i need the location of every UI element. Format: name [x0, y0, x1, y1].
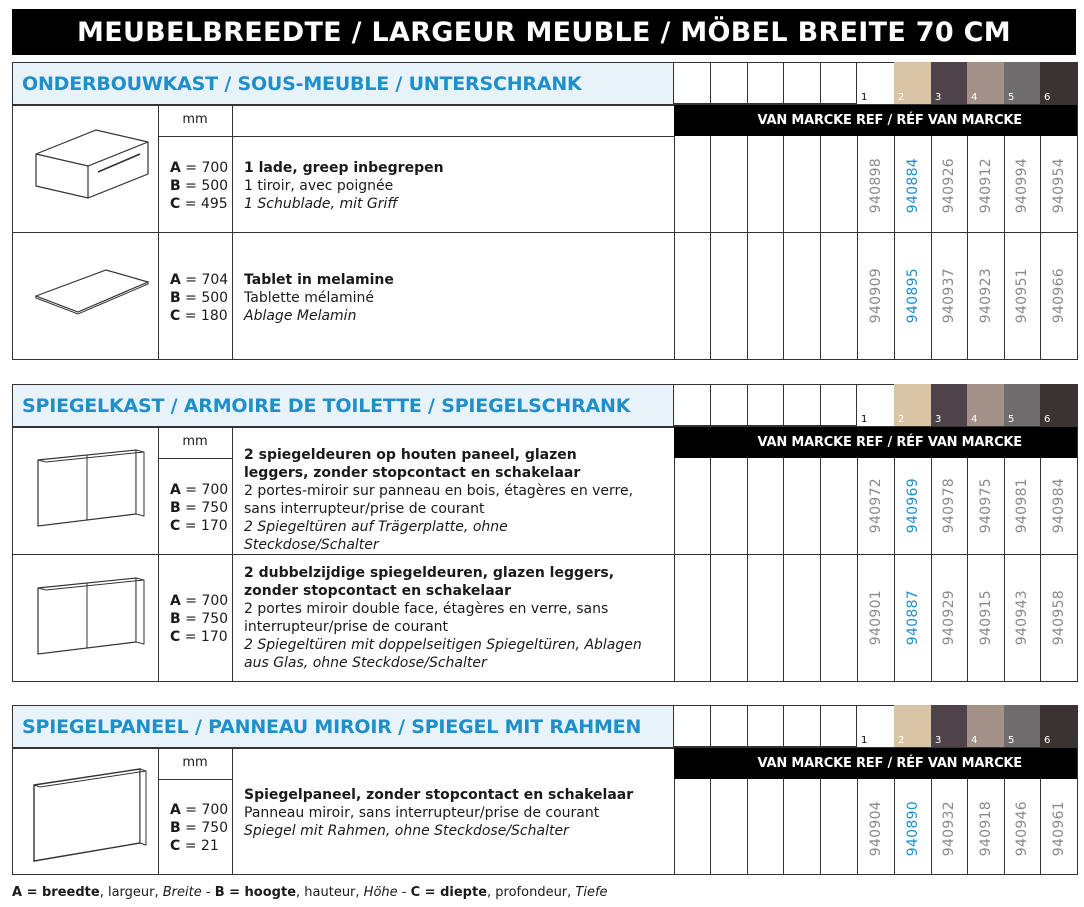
- color-swatch-5: 5: [1004, 62, 1040, 104]
- grid-line: [820, 705, 821, 747]
- section-spiegelkast: [12, 384, 1078, 682]
- grid-line: [710, 705, 711, 747]
- ref-code: 940937: [941, 268, 957, 324]
- ref-header: VAN MARCKE REF / RÉF VAN MARCKE: [674, 104, 1078, 136]
- product-description: 1 lade, greep inbegrepen 1 tiroir, avec poignée 1 Schublade, mit Griff: [244, 160, 444, 212]
- ref-code: 940943: [1014, 590, 1030, 646]
- color-swatch-3: 3: [931, 62, 967, 104]
- ref-code: 940994: [1014, 158, 1030, 214]
- ref-code: 940926: [941, 158, 957, 214]
- grid-line: [747, 62, 748, 104]
- ref-header: VAN MARCKE REF / RÉF VAN MARCKE: [674, 747, 1078, 779]
- grid-line: [747, 705, 748, 747]
- dimensions: A = 704 B = 500 C = 180: [170, 272, 229, 324]
- grid-line: [783, 62, 784, 104]
- ref-code: 940954: [1051, 158, 1067, 214]
- grid-line: [710, 62, 711, 104]
- ref-code: 940923: [978, 268, 994, 324]
- dimensions: A = 700 B = 500 C = 495: [170, 160, 229, 212]
- ref-code: 940932: [941, 801, 957, 857]
- product-description: Tablet in melamine Tablette mélaminé Ablage Melamin: [244, 272, 394, 324]
- section-heading: SPIEGELKAST / ARMOIRE DE TOILETTE / SPIEGELSCHRANK: [12, 384, 674, 428]
- color-swatch-4: 4: [967, 705, 1004, 747]
- grid-line: [783, 705, 784, 747]
- color-swatch-1: 1: [857, 705, 894, 747]
- color-swatch-1: 1: [857, 384, 894, 426]
- ref-code: 940912: [978, 158, 994, 214]
- mm-label: mm: [182, 434, 208, 449]
- product-description: 2 spiegeldeuren op houten paneel, glazen leggers, zonder stopcontact en schakelaar 2 portes-miroir sur panneau en bois, étagères en verre, sans interrupteur/prise de courant 2 Spiegeltüren auf Trägerplatte, ohne Steckdose/Schalter: [244, 447, 634, 553]
- mirror-panel-illustration: [30, 765, 154, 865]
- grid-line: [710, 384, 711, 426]
- section-heading: SPIEGELPANEEL / PANNEAU MIROIR / SPIEGEL MIT RAHMEN: [12, 705, 674, 749]
- drawer-cabinet-illustration: [32, 124, 152, 204]
- ref-code: 940901: [868, 590, 884, 646]
- dimensions: A = 700 B = 750 C = 170: [170, 593, 229, 645]
- color-swatch-2: 2: [894, 705, 931, 747]
- color-swatch-2: 2: [894, 62, 931, 104]
- product-description: 2 dubbelzijdige spiegeldeuren, glazen leggers, zonder stopcontact en schakelaar 2 portes miroir double face, étagères en verre, sans interrupteur/prise de courant 2 Spiegeltüren mit doppelseitigen Spiegeltüren, Ablagen aus Glas, ohne Steckdose/Schalter: [244, 565, 642, 671]
- ref-code: 940898: [868, 158, 884, 214]
- ref-code: 940946: [1014, 801, 1030, 857]
- dimensions: A = 700 B = 750 C = 170: [170, 482, 229, 534]
- ref-code: 940951: [1014, 268, 1030, 324]
- color-swatch-4: 4: [967, 62, 1004, 104]
- tablet-illustration: [32, 262, 152, 322]
- ref-code: 940904: [868, 801, 884, 857]
- ref-code: 940958: [1051, 590, 1067, 646]
- ref-code: 940887: [905, 590, 921, 646]
- mm-label: mm: [182, 112, 208, 127]
- ref-code: 940978: [941, 478, 957, 534]
- ref-code: 940966: [1051, 268, 1067, 324]
- section-onderbouwkast: [12, 62, 1078, 360]
- empty-grid: [674, 62, 857, 104]
- ref-code: 940929: [941, 590, 957, 646]
- ref-code: 940972: [868, 478, 884, 534]
- ref-code: 940918: [978, 801, 994, 857]
- page-title: MEUBELBREEDTE / LARGEUR MEUBLE / MÖBEL BREITE 70 CM: [12, 9, 1076, 55]
- color-swatch-1: 1: [857, 62, 894, 104]
- grid-line: [820, 384, 821, 426]
- color-swatch-3: 3: [931, 705, 967, 747]
- color-swatch-5: 5: [1004, 705, 1040, 747]
- ref-code: 940909: [868, 268, 884, 324]
- ref-code: 940969: [905, 478, 921, 534]
- legend-footnote: A = breedte, largeur, Breite - B = hoogte, hauteur, Höhe - C = diepte, profondeur, Tiefe: [12, 885, 608, 900]
- section-spiegelpaneel: [12, 705, 1078, 877]
- product-description: Spiegelpaneel, zonder stopcontact en schakelaar Panneau miroir, sans interrupteur/prise de courant Spiegel mit Rahmen, ohne Steckdose/Schalter: [244, 787, 634, 839]
- ref-code: 940961: [1051, 801, 1067, 857]
- grid-line: [747, 384, 748, 426]
- ref-code: 940975: [978, 478, 994, 534]
- grid-line: [820, 62, 821, 104]
- mm-label: mm: [182, 755, 208, 770]
- ref-code: 940981: [1014, 478, 1030, 534]
- empty-grid: [674, 384, 857, 426]
- ref-code: 940884: [905, 158, 921, 214]
- color-swatch-6: 6: [1040, 705, 1078, 747]
- section-heading: ONDERBOUWKAST / SOUS-MEUBLE / UNTERSCHRANK: [12, 62, 674, 106]
- color-swatch-2: 2: [894, 384, 931, 426]
- color-swatch-6: 6: [1040, 384, 1078, 426]
- dimensions: A = 700 B = 750 C = 21: [170, 802, 229, 854]
- grid-line: [783, 384, 784, 426]
- ref-header: VAN MARCKE REF / RÉF VAN MARCKE: [674, 426, 1078, 458]
- ref-code: 940915: [978, 590, 994, 646]
- color-swatch-5: 5: [1004, 384, 1040, 426]
- ref-code: 940895: [905, 268, 921, 324]
- color-swatch-6: 6: [1040, 62, 1078, 104]
- color-swatch-3: 3: [931, 384, 967, 426]
- ref-code: 940984: [1051, 478, 1067, 534]
- double-mirror-cabinet-illustration: [32, 574, 152, 664]
- empty-grid: [674, 705, 857, 747]
- mirror-cabinet-illustration: [32, 446, 152, 536]
- color-swatch-4: 4: [967, 384, 1004, 426]
- ref-code: 940890: [905, 801, 921, 857]
